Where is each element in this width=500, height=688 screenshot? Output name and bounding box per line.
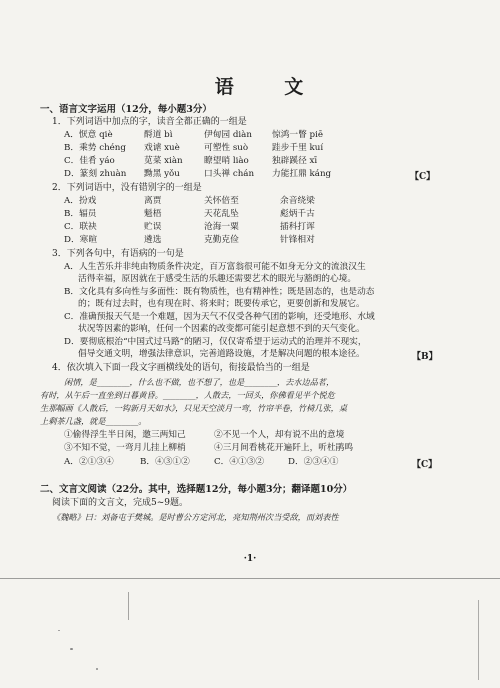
section1-heading: 一、语言文字运用（12分，每小题3分） [40,104,212,115]
scan-speck [70,648,73,650]
scan-speck [58,630,60,631]
q1-stem: 1．下列词语中加点的字，读音全都正确的一组是 [52,117,247,127]
scan-fold-line [0,578,500,579]
q4-passage-line1: 闲情，是________，什么也不做，也不想了，也是________，去水边品茗， [64,377,335,387]
q2-option-d3: 克勤克俭 [204,235,239,245]
q1-option-c4: 独辟蹊径 xī [272,156,318,166]
q3-option-b-line2: 的；既有过去时，也有现在时、将来时；既要传承它，更要创新和发展它。 [78,299,365,309]
scan-mark-left [128,592,129,620]
q2-option-a2: 离贾 [144,196,162,206]
q1-option-c3: 瞭望哨 liào [204,156,249,166]
q2-option-c1: C．联袂 [64,222,97,232]
q2-stem: 2．下列词语中，没有错别字的一组是 [52,183,202,193]
q3-stem: 3．下列各句中，有语病的一句是 [52,249,184,259]
q3-answer: 【B】 [412,352,438,362]
q2-option-c3: 沧海一粟 [204,222,239,232]
q4-option-a: A．②①③④ [64,457,114,467]
q4-passage-line2: 有时，从午后一直坐到日暮黄昏。________，人散去，一回头，你佛看见半个悦危 [40,390,335,400]
q3-option-a-line2: 活得幸福，原因就在于感受生活的乐趣还需要艺术的眼光与豁朗的心境。 [78,274,356,284]
q2-option-b1: B．辐员 [64,209,97,219]
q4-passage-line4: 上剩茶几盏，就是________。 [40,416,147,426]
section2-passage-first-line: 《魏略》曰：刘备屯于樊城。是时曹公方定河北，亮知荆州次当受敌，而刘表性 [52,512,339,522]
q1-option-a4: 惊鸿一瞥 piē [272,130,323,140]
scan-speck [96,668,98,670]
q4-answer: 【C】 [412,460,438,470]
q1-option-d3: 口头禅 chán [204,169,255,179]
q4-choice-1: ①偷得浮生半日闲，邀三两知己 [64,430,186,440]
q3-option-c-line1: C．准确预报天气是一个难题，因为天气不仅受各种气团的影响，还受地形、水域 [64,312,375,322]
q4-stem: 4．依次填入下面一段文字画横线处的语句，衔接最恰当的一组是 [52,363,310,373]
page-number: ·1· [243,554,257,564]
q4-option-b: B．④③①② [140,457,190,467]
page-title: 语 文 [214,76,326,98]
q1-option-b1: B．乘势 chéng [64,143,126,153]
q4-choice-4: ④三月间看桃花开遍阡上，听杜鹃鸣 [214,443,353,453]
q4-choice-2: ②不见一个人，却有说不出的意境 [214,430,345,440]
section2-intro: 阅读下面的文言文，完成5~9题。 [52,498,188,508]
q1-option-c2: 苋菜 xiàn [144,156,183,166]
q3-option-b-line1: B．文化具有多向性与多面性：既有物质性，也有精神性；既是固态的，也是动态 [64,287,375,297]
q2-option-d4: 针锋相对 [280,235,315,245]
q1-option-b3: 可塑性 suò [204,143,249,153]
q4-passage-line3: 生那幅画《人散后，一钩新月天如水》，只见天空淡月一弯，竹帘半卷，竹椅几张，桌 [40,403,348,413]
q3-option-d-line1: D．要彻底根治“中国式过马路”的陋习，仅仅寄希望于运动式的治理并不现实， [64,337,367,347]
q1-option-d2: 黝黑 yǒu [144,169,180,179]
q1-option-a2: 酹道 bì [144,130,173,140]
q4-option-c: C．④①③② [214,457,265,467]
q1-option-b4: 跬步千里 kuí [272,143,324,153]
section2-heading: 二、文言文阅读（22分。其中，选择题12分，每小题3分；翻译题10分） [40,484,353,495]
q2-option-a4: 余音绕梁 [280,196,315,206]
q1-answer: 【C】 [410,172,436,182]
q2-option-b4: 彪炳千古 [280,209,315,219]
q2-option-c4: 插科打诨 [280,222,315,232]
q1-option-a1: A．恹意 qiè [64,130,113,140]
q4-option-d: D．②③④① [288,457,339,467]
q2-option-a1: A．扮戏 [64,196,97,206]
q2-option-d1: D．寒暄 [64,235,98,245]
q2-option-d2: 遴选 [144,235,162,245]
q1-option-d4: 力能扛鼎 káng [272,169,332,179]
q1-option-c1: C．佳肴 yáo [64,156,115,166]
q1-option-b2: 戏谑 xuè [144,143,180,153]
q2-option-b2: 魁梧 [144,209,162,219]
q3-option-c-line2: 状况等因素的影响，任何一个因素的改变都可能引起意想不到的天气变化。 [78,324,365,334]
q3-option-a-line1: A．人生苦乐并非纯由物质条件决定，百万富翁很可能不如身无分文的流浪汉生 [64,262,366,272]
q1-option-a3: 伊甸园 diàn [204,130,252,140]
q2-option-a3: 关怀倍至 [204,196,239,206]
q3-option-d-line2: 倡导交通文明，增强法律意识，完善道路设施，才是解决问题的根本途径。 [78,349,365,359]
q2-option-b3: 天花乱坠 [204,209,239,219]
q4-choice-3: ③不知不觉，一弯月儿挂上柳梢 [64,443,186,453]
q2-option-c2: 贮误 [144,222,162,232]
q1-option-d1: D．篆刻 zhuàn [64,169,127,179]
scan-mark-right [478,600,479,680]
